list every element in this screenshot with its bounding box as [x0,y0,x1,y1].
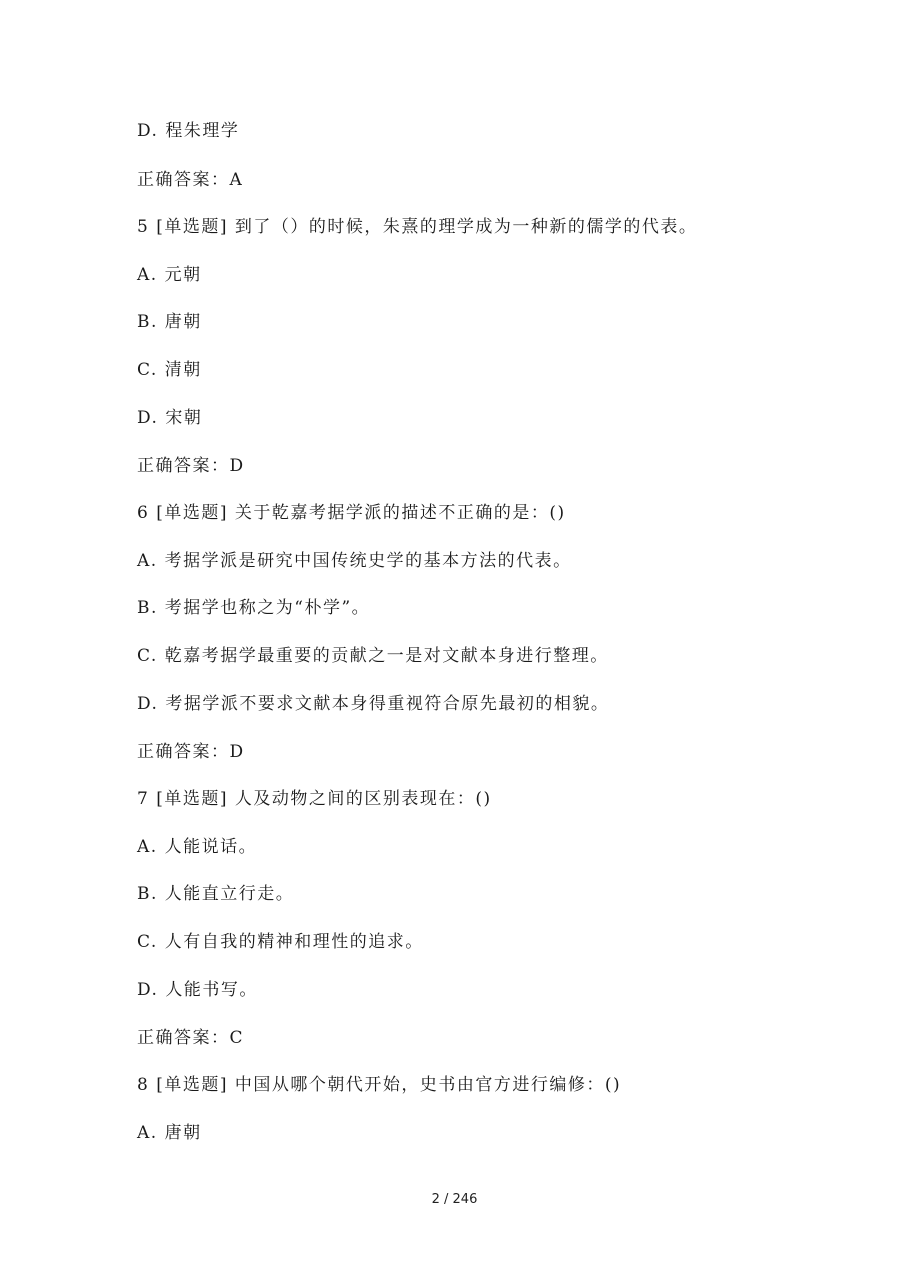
question-line: 8 [单选题] 中国从哪个朝代开始，史书由官方进行编修：() [137,1075,622,1095]
option-line: C. 清朝 [137,360,202,380]
option-line: D. 考据学派不要求文献本身得重视符合原先最初的相貌。 [137,694,610,714]
option-line: C. 人有自我的精神和理性的追求。 [137,932,424,952]
option-line: D. 人能书写。 [137,980,258,1000]
answer-line: 正确答案：D [137,742,245,762]
option-line: D. 宋朝 [137,408,203,428]
option-line: A. 考据学派是研究中国传统史学的基本方法的代表。 [137,551,572,571]
question-line: 6 [单选题] 关于乾嘉考据学派的描述不正确的是：() [137,503,566,523]
option-line: D. 程朱理学 [137,121,240,141]
answer-line: 正确答案：D [137,456,245,476]
option-line: B. 考据学也称之为“朴学”。 [137,598,371,618]
answer-line: 正确答案：C [137,1028,245,1048]
option-line: A. 人能说话。 [137,837,258,857]
option-line: A. 唐朝 [137,1123,202,1143]
question-line: 5 [单选题] 到了（）的时候，朱熹的理学成为一种新的儒学的代表。 [137,217,698,237]
answer-line: 正确答案：A [137,170,244,190]
option-line: B. 人能直立行走。 [137,884,295,904]
option-line: C. 乾嘉考据学最重要的贡献之一是对文献本身进行整理。 [137,646,609,666]
option-line: A. 元朝 [137,265,202,285]
option-line: B. 唐朝 [137,312,202,332]
page-number: 2 / 246 [431,1192,478,1207]
question-line: 7 [单选题] 人及动物之间的区别表现在：() [137,789,492,809]
